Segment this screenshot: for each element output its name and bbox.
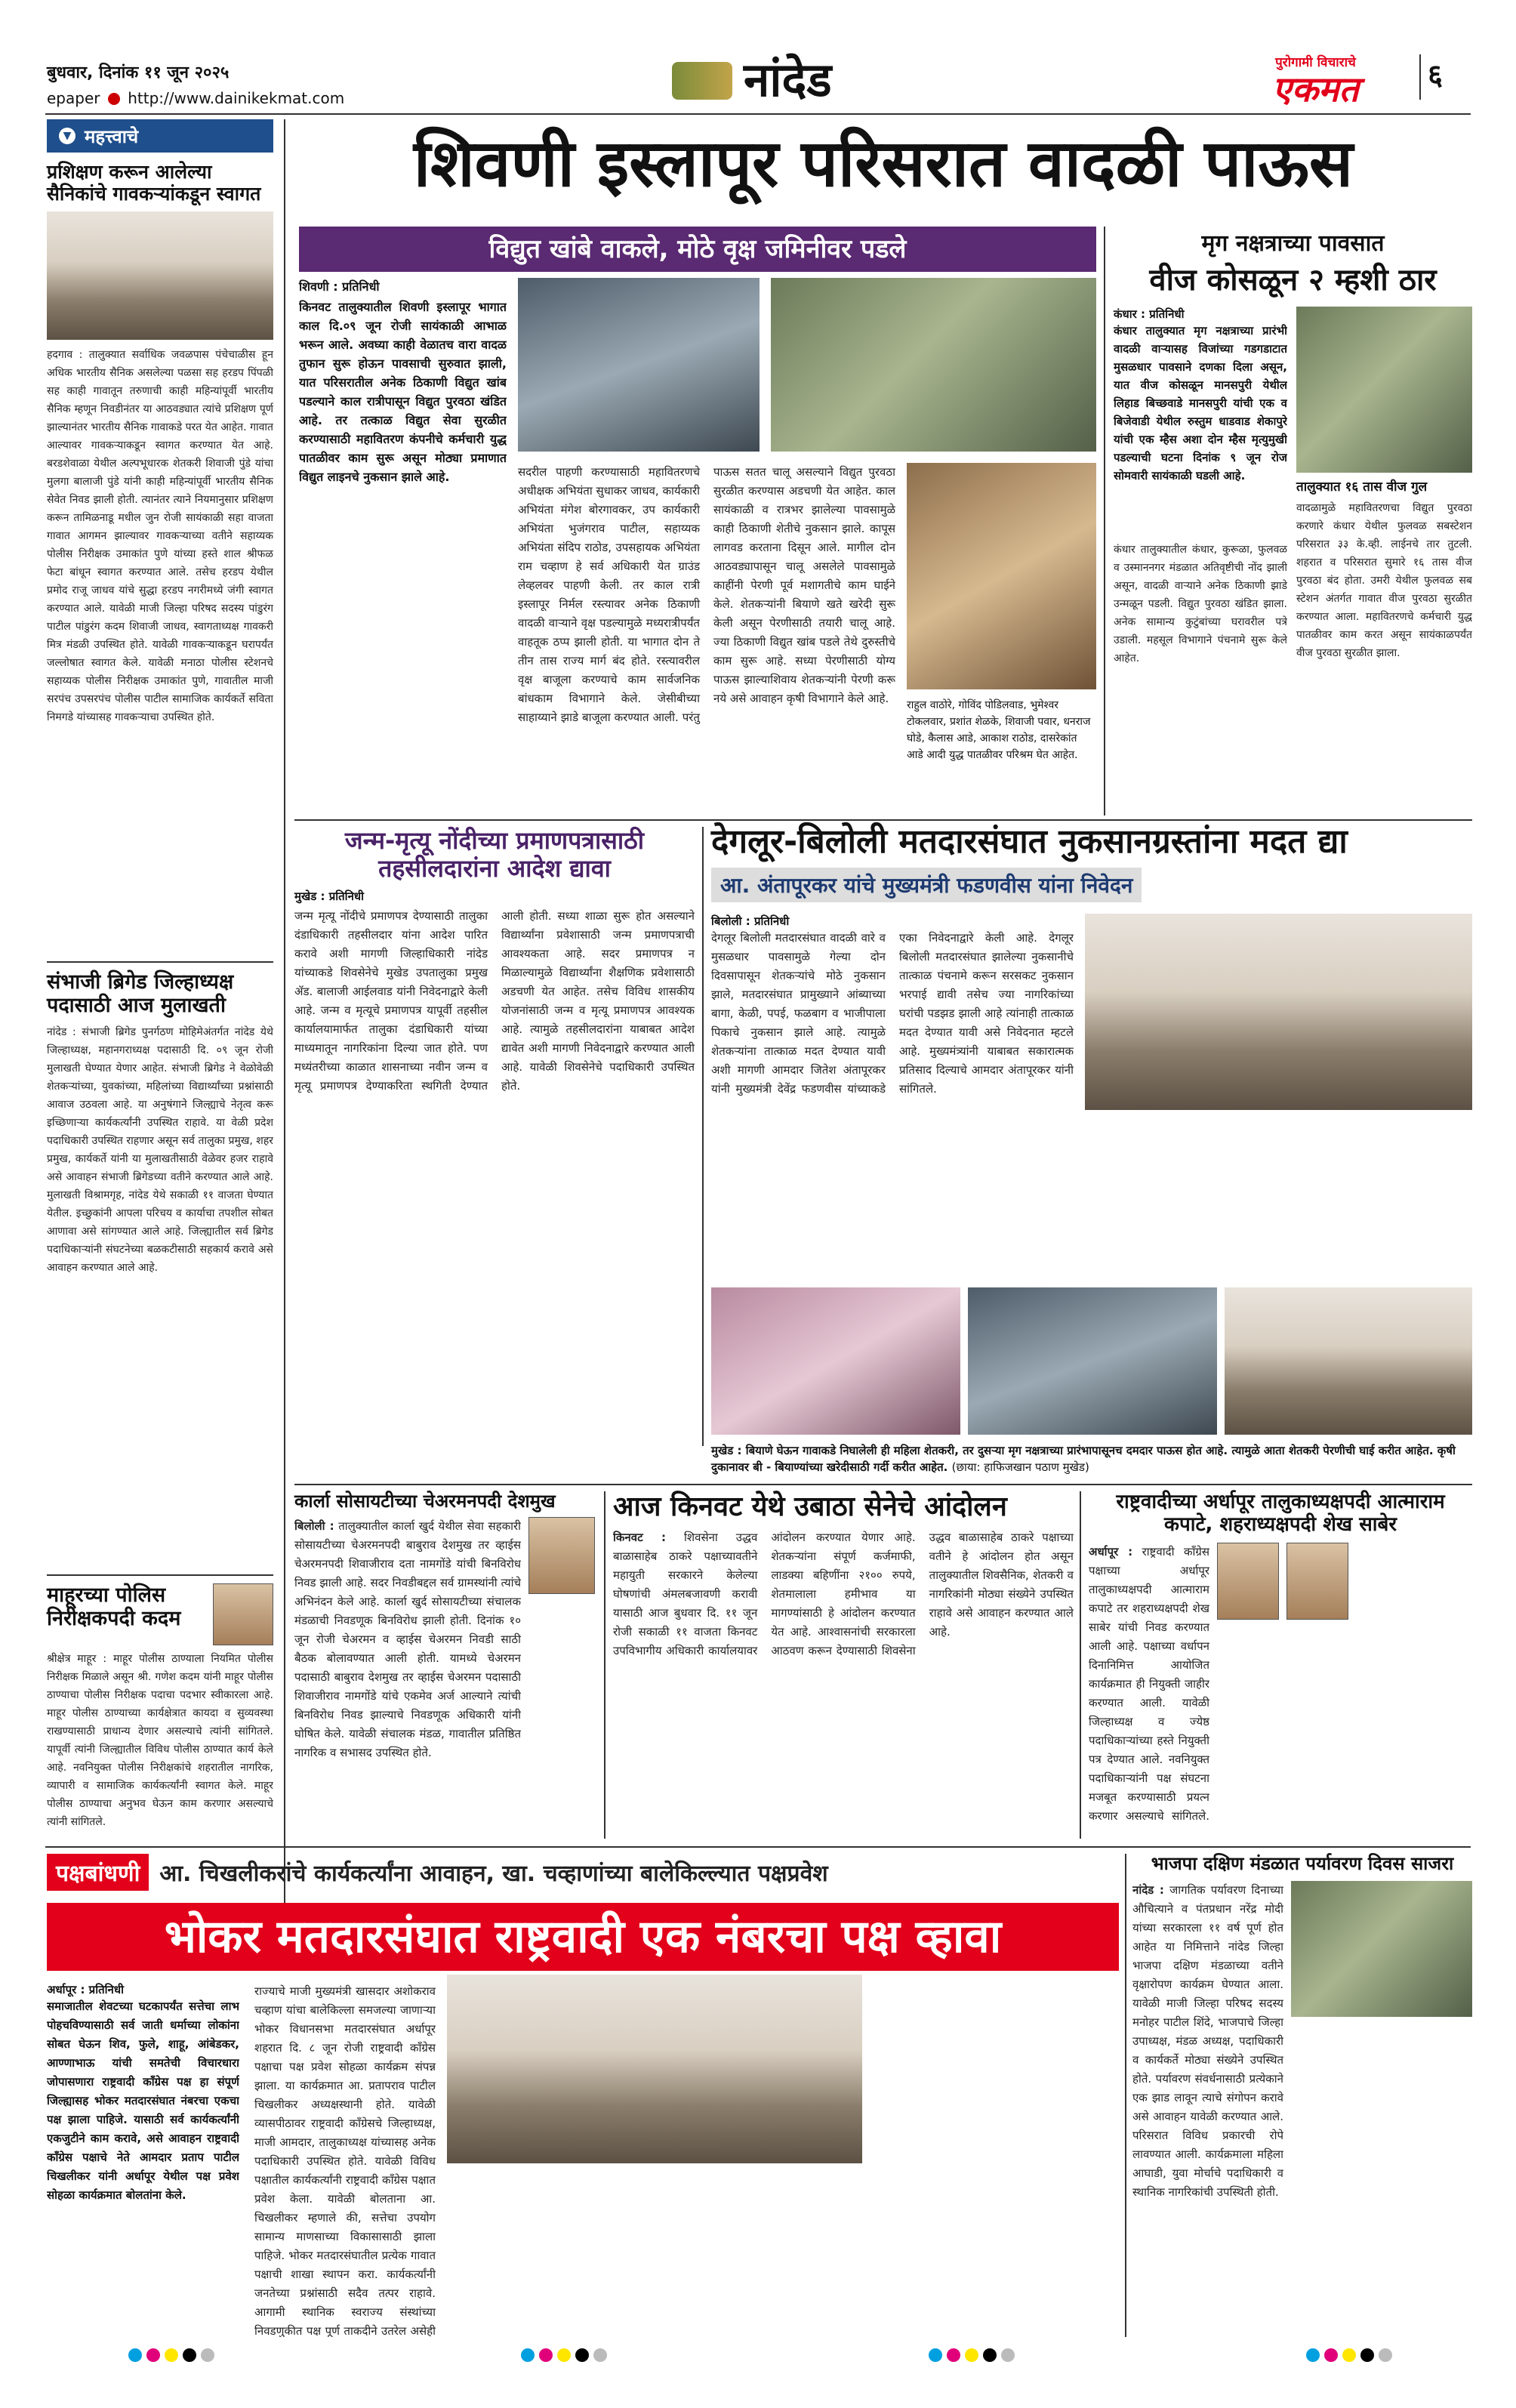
bottom-body-right [874,1975,1119,2337]
lead-photo-repair [907,463,1096,689]
janm-dateline: मुखेड : प्रतिनिधी [294,889,364,903]
karla-block [294,1491,596,1839]
janm-block [294,827,695,1454]
lead-dateline: शिवणी : प्रतिनिधी [299,279,380,294]
sidebar-story1-body: हदगाव : तालुक्यात सर्वाधिक जवळपास पंचेचाळीस हून अधिक भारतीय सैनिक असलेल्या पळसा सह हरडप पिंपळी सह काही गावातून तरुणाची काही महिन्यांपूर्वी भारतीय सैनिक म्हणून निवडीनंतर या आठवड्यात त्यांचे प्रशिक्षण पूर्ण झाल्यानंतर भारतीय सैनिक गावाकडे परत येत आहेत. गावात आल्यावर गावकऱ्याकडून स्वागत करण्यात येत आहे. बरडशेवाळा येथील अल्पभूधारक शेतकरी शिवाजी पुंडे यांचा मुलगा बालाजी पुंडे यांनी काही महिन्यांपूर्वी भारतीय सैनिक सेवेत निवड झाली होती. त्यानंतर त्याने नियमानुसार प्रशिक्षण करून तामिळनाडू मधील जुन रोजी सायंकाळी सहा वाजता गावात आगमन झाल्यावर गावकऱ्याच्या वतीने सहाय्यक पोलीस निरीक्षक उमाकांत पुणे यांच्या हस्ते शाल श्रीफळ फेटा बांधून स्वागत करण्यात आले. तसेच हरडप येथील प्रमोद राजू जाधव यांचे सुद्धा हरडप नगरीमध्ये जंगी स्वागत करण्यात आले. यावेळी माजी जिल्हा परिषद सदस्य पांडुरंग पाटील पांडुरंग कदम शिवाजी जाधव, स्वागताध्यक्ष गावकरी मित्र मंडळी उपस्थित होते. यावेळी गावकऱ्याकडून घरापर्यंत जल्लोषात स्वागत केले. यावेळी मनाठा पोलीस स्टेशनचे सहाय्यक पोलीस निरीक्षक उमाकांत पुणे, गावातील माजी सरपंच उपसरपंच पोलीस पाटील सामाजिक कार्यकर्ते सविता निमगडे यांच्यासह गावकऱ्याचा उपस्थित होते. [47,348,273,723]
karla-body: तालुक्यातील कार्ला खुर्द येथील सेवा सहकारी सोसायटीच्या चेअरमनपदी बाबुराव देशमुख तर व्हाईस चेअरमनपदी शिवाजीराव दता नामगोंडे यांची बिनविरोध निवड झाली आहे. सदर निवडीबद्दल सर्व ग्रामस्थांनी त्यांचे अभिनंदन केले आहे. कार्ला खुर्द सोसायटीच्या संचालक मंडळाची निवडणूक बिनविरोध झाली होती. दिनांक १० जून रोजी चेअरमन व व्हाईस चेअरमन निवडी साठी बैठक बोलावण्यात आली होती. यामध्ये चेअरमन पदासाठी बाबुराव देशमुख तर व्हाईस चेअरमन पदासाठी शिवाजीराव नामगोंडे यांचे एकमेव अर्ज आल्याने त्यांची बिनविरोध निवड झाल्याचे निवडणूक अधिकारी यांनी घोषित केले. यावेळी संचालक मंडळ, गावातील प्रतिष्ठित नागरिक व सभासद उपस्थित होते. [294,1518,521,1759]
kinvat-block [613,1491,1074,1839]
kinvat-divider [1080,1491,1081,1839]
ncp-portrait-2 [1286,1543,1348,1620]
bottom-story [47,1982,1119,2337]
mrug-body2: वादळामुळे महावितरणचा विद्युत पुरवठा करणारे कंधार येथील फुलवळ सबस्टेशन परिसरात ३३ के.व्ही. लाईनचे तार तुटली. शहरात व परिसरात सुमारे १६ तास वीज पुरवठा बंद होता. उमरी येथील फुलवळ सब स्टेशन अंतर्गत गावात वीज पुरवठा सुरळीत करण्यात आला. महावितरणचे कर्मचारी युद्ध पातळीवर काम करत असून सायंकाळपर्यंत वीज पुरवठा सुरळीत झाला. [1296,502,1472,659]
date-line: बुधवार, दिनांक ११ जून २०२५ [47,63,230,82]
bjp-block [1132,1854,1472,2337]
deglur-block [711,823,1472,1450]
bottom-headline: भोकर मतदारसंघात राष्ट्रवादी एक नंबरचा पक्ष व्हावा [47,1903,1119,1971]
bjp-dateline: नांदेड : [1132,1882,1164,1897]
mrug-headline: वीज कोसळून २ म्हशी ठार [1149,263,1437,298]
deglur-photo-farmer [711,1287,960,1435]
mrug-photo-caption: तालुक्यात १६ तास वीज गुल [1296,479,1428,495]
kinvat-text [613,1528,1074,1830]
bjp-headline: भाजपा दक्षिण मंडळात पर्यावरण दिवस साजरा [1151,1853,1454,1874]
sidebar-story3-headline: माहूरच्या पोलिस निरीक्षकपदी कदम [47,1583,181,1630]
page-number: ६ [1419,54,1450,100]
epaper-url[interactable]: http://www.dainikekmat.com [128,89,345,107]
sidebar-story1-photo [47,211,273,340]
globe-icon [108,93,120,105]
sidebar-story3-body: श्रीक्षेत्र माहूर : माहूर पोलीस ठाण्याला नियमित पोलीस निरीक्षक मिळाले असून श्री. गणेश कदम यांनी माहूर पोलीस ठाण्याचा पोलीस निरीक्षक पदाचा पदभार स्वीकारला आहे. माहूर पोलीस ठाण्याच्या कार्यक्षेत्रात कायदा व सुव्यवस्था राखण्यासाठी प्राधान्य देणार असल्याचे त्यांनी सांगितले. यापूर्वी त्यांनी जिल्ह्यातील विविध पोलीस ठाण्यात कार्य केले आहे. नवनियुक्त पोलीस निरीक्षकांचे शहरातील नागरिक, व्यापारी व सामाजिक कार्यकर्त्यांनी स्वागत केले. माहूर पोलीस ठाण्याचा अनुभव घेऊन काम करणार असल्याचे त्यांनी सांगितले. [47,1652,273,1828]
deglur-photo-meeting [1085,914,1472,1110]
sidebar-section-label: ▼ महत्त्वाचे [47,119,273,153]
karla-headline: कार्ला सोसायटीच्या चेअरमनपदी देशमुख [294,1491,556,1512]
ncp-portrait-1 [1217,1543,1279,1620]
karla-divider [604,1491,605,1839]
sidebar-divider [284,119,285,1947]
paper-tagline: पुरोगामी विचाराचे [1275,55,1356,70]
deglur-dateline: बिलोली : प्रतिनिधी [711,914,790,928]
mrug-intro: कंधार तालुक्यात मृग नक्षत्राच्या प्रारंभी वादळी वाऱ्यासह विजांच्या गडगडाटात मुसळधार पावसाने दणका दिला असून, यात वीज कोसळून मानसपुरी येथील लिहाड बिच्छवाडे मानसपुरी यांची एक व बिजेवाडी येथील रुस्तुम धाडवाड शेकापुरे यांची एक म्हैस अशा दोन म्हैस मृत्युमुखी पडल्याची घटना दिनांक ९ जून रोज सोमवारी सायंकाळी घडली आहे. [1114,324,1287,483]
banner-text: आ. चिखलीकरांचे कार्यकर्त्यांना आवाहन, खा. चव्हाणांच्या बालेकिल्ल्यात पक्षप्रवेश [159,1860,828,1887]
ncp-body-continued [1356,1543,1469,1822]
kinvat-body: शिवसेना उद्धव बाळासाहेब ठाकरे पक्षाच्यावतीने महायुती सरकारने केलेल्या घोषणांची अंमलबजावणी करावी यासाठी आज बुधवार दि. ११ जून रोजी सकाळी ११ वाजता किनवट उपविभागीय अधिकारी कार्यालयावर आंदोलन करण्यात येणार आहे. शेतकऱ्यांना संपूर्ण कर्जमाफी, लाडक्या बहिणींना २१०० रुपये, शेतमालाला हमीभाव या मागण्यांसाठी हे आंदोलन करण्यात येत आहे. आश्वासनांची सरकारला आठवण करून देण्यासाठी शिवसेना उद्धव बाळासाहेब ठाकरे पक्षाच्या वतीने हे आंदोलन होत असून तालुक्यातील शिवसैनिक, शेतकरी व नागरिकांनी मोठ्या संख्येने उपस्थित राहावे असे आवाहन करण्यात आले आहे. [613,1531,1074,1658]
lead-photo-field [771,278,1096,452]
bottom-intro: समाजातील शेवटच्या घटकापर्यंत सत्तेचा लाभ पोहचविण्यासाठी सर्व जाती धर्माच्या लोकांना सोबत घेऊन शिव, फुले, शाहू, आंबेडकर, आण्णाभाऊ यांची समतेची विचारधारा जोपासणारा राष्ट्रवादी काँग्रेस पक्ष हा संपूर्ण जिल्ह्यासह भोकर मतदारसंघात नंबरचा एकचा पक्ष झाला पाहिजे. यासाठी सर्व कार्यकर्त्यांनी एकजुटीने काम करावे, असे आवाहन राष्ट्रवादी काँग्रेस पक्षाचे नेते आमदार प्रताप पाटील चिखलीकर यांनी अर्धापूर येथील पक्ष प्रवेश सोहळा कार्यक्रमात बोलतांना केले. [47,1999,239,2202]
sidebar-story1-headline: प्रशिक्षण करून आलेल्या सैनिकांचे गावकऱ्यांकडून स्वागत [47,161,261,205]
kinvat-dateline: किनवट : [613,1531,667,1545]
epaper-line[interactable] [47,89,344,107]
bottom-photo-stage [447,1975,862,2163]
janm-body: जन्म मृत्यू नोंदीचे प्रमाणपत्र देण्यासाठी तालुका दंडाधिकारी तहसीलदार यांना आदेश पारित करावे अशी मागणी जिल्हाधिकारी नांदेड यांच्याकडे शिवसेनेचे मुखेड उपतालुका प्रमुख ॲड. बालाजी आईलवाड यांनी निवेदनाद्वारे केली आहे. जन्म व मृत्यूचे प्रमाणपत्र यापूर्वी तहसील कार्यालयामार्फत तालुका दंडाधिकारी यांच्या माध्यमातून नागरिकांना दिल्या जात होते. पण मध्यंतरीच्या काळात शासनाच्या नवीन जन्म व मृत्यू प्रमाणपत्र देण्याकरिता स्थगिती देण्यात आली होती. सध्या शाळा सुरू होत असल्याने विद्यार्थ्यांना प्रवेशासाठी जन्म प्रमाणपत्राची आवश्यकता आहे. सदर प्रमाणपत्र न मिळाल्यामुळे विद्यार्थ्यांना शैक्षणिक प्रवेशासाठी अडचणी येत आहेत. तसेच विविध शासकीय योजनांसाठी जन्म व मृत्यू प्रमाणपत्र आवश्यक आहे. त्यामुळे तहसीलदारांना याबाबत आदेश द्यावेत अशी मागणी निवेदनाद्वारे करण्यात आली आहे. यावेळी शिवसेनेचे पदाधिकारी उपस्थित होते. [294,908,695,1093]
karla-dateline: बिलोली : [294,1518,334,1533]
banner-label: पक्षबांधणी [47,1854,149,1891]
lead-body: सदरील पाहणी करण्यासाठी महावितरणचे अधीक्षक अभियंता सुधाकर जाधव, कार्यकारी अभियंता मंगेश बोरगावकर, उप कार्यकारी अभियंता भुजंगराव पाटील, सहाय्यक अभियंता संदिप राठोड, उपसहायक अभियंता राम चव्हाण हे सर्व अधिकारी येत ग्राउंड लेव्हलवर पाहणी केली. तर काल रात्री इस्लापूर निर्मल रस्त्यावर अनेक ठिकाणी वादळी वाऱ्याने वृक्ष पडल्यामुळे मध्यरात्रीपर्यंत वाहतूक ठप्प झाली होती. या भागात दोन ते तीन तास राज्य मार्ग बंद होते. रस्त्यावरील वृक्ष बाजूला करण्याचे काम सार्वजनिक बांधकाम विभागाने केले. जेसीबीच्या साहाय्याने झाडे बाजूला करण्यात आली. परंतु पाऊस सतत चालू असल्याने विद्युत पुरवठा सुरळीत करण्यास अडचणी येत आहेत. काल सायंकाळी व रात्रभर झालेल्या पावसामुळे काही ठिकाणी शेतीचे नुकसान झाले. कापूस लागवड करताना दिसून आले. मागील दोन आठवड्यापासून चालू असलेले पावसामुळे काहींनी पेरणी पूर्व मशागतीचे काम घाईने केले. शेतकऱ्यांनी बियाणे खते खरेदी सुरू केली असून पेरणीसाठी तयारी चालू आहे. ज्या ठिकाणी विद्युत खांब पडले तेथे दुरुस्तीचे काम सुरू आहे. सध्या पेरणीसाठी योग्य पाऊस झाल्याशिवाय शेतकऱ्यांनी पेरणी करू नये असे आवाहन कृषी विभागाने केले आहे. [518,465,895,724]
bottom-banner [47,1854,1119,1890]
bottom-rule [45,1846,1471,1848]
bottom-dateline: अर्धापूर : प्रतिनिधी [47,1983,124,1996]
registration-marks-left [128,2348,219,2365]
deglur-photo-road [968,1287,1217,1435]
deglur-photo-credit: (छाया: हाफिजखान पठाण मुखेड) [951,1460,1089,1474]
ncp-headline: राष्ट्रवादीच्या अर्धापूर तालुकाध्यक्षपदी आत्माराम कपाटे, शहराध्यक्षपदी शेख साबेर [1116,1491,1445,1536]
sidebar-story2-body: नांदेड : संभाजी ब्रिगेड पुनर्गठण मोहिमेअंतर्गत नांदेड येथे जिल्हाध्यक्ष, महानगराध्यक्ष पदासाठी दि. ०९ जून रोजी मुलाखती घेण्यात येणार आहेत. संभाजी ब्रिगेड ने वेळोवेळी शेतकऱ्यांच्या, युवकांच्या, महिलांच्या विद्यार्थ्यांच्या प्रश्नांसाठी आवाज उठवला आहे. या अनुषंगाने जिल्ह्याचे नेतृत्व करू इच्छिणाऱ्या कार्यकर्त्यांनी उपस्थित राहावे. या वेळी प्रदेश पदाधिकारी उपस्थित राहणार असून सर्व तालुका प्रमुख, शहर प्रमुख, कार्यकर्ते यांनी या मुलाखतीसाठी वेळेवर हजर राहावे असे आवाहन संभाजी ब्रिगेडच्या वतीने करण्यात आले आहे. मुलाखती विश्रामगृह, नांदेड येथे सकाळी ११ वाजता घेण्यात येतील. इच्छुकांनी आपला परिचय व कार्याचा तपशील सोबत आणावा असे सांगण्यात आले आहे. जिल्ह्यातील सर्व ब्रिगेड पदाधिकाऱ्यांनी संघटनेच्या बळकटीसाठी सहकार्य करावे असे आवाहन करण्यात आले आहे. [47,1025,273,1274]
bottom-body-continued [447,2175,862,2337]
sidebar [47,119,273,1932]
paper-name: एकमत [1272,69,1359,109]
lead-photo-electric-pole [518,278,760,452]
lead-photo-caption: राहुल वाठोरे, गोविंद पोडिलवाड, भुमेश्वर टोकलवार, प्रशांत शेळके, शिवाजी पवार, धनराज घोडे, कैलास आडे, आकाश राठोड, दासरेकांत आडे आदी युद्ध पातळीवर परिश्रम घेत आहेत. [907,699,1091,761]
mrug-photo-buffalo [1296,307,1472,473]
mid-rule-2 [294,1484,1472,1485]
deglur-subheadline: आ. अंतापूरकर यांचे मुख्यमंत्री फडणवीस यांना निवेदन [711,868,1142,902]
paper-logo [1231,53,1400,112]
bjp-divider [1125,1854,1126,2337]
bjp-body: जागतिक पर्यावरण दिनाच्या औचित्याने व पंतप्रधान नरेंद्र मोदी यांच्या सरकारला ११ वर्ष पूर्ण होत आहेत या निमित्ताने नांदेड जिल्हा भाजपा दक्षिण मंडळाच्या वतीने वृक्षारोपण कार्यक्रम घेण्यात आला. यावेळी माजी जिल्हा परिषद सदस्य मनोहर पाटील शिंदे, भाजपाचे जिल्हा उपाध्यक्ष, मंडळ अध्यक्ष, पदाधिकारी व कार्यकर्ते मोठ्या संख्येने उपस्थित होते. पर्यावरण संवर्धनासाठी प्रत्येकाने एक झाड लावून त्याचे संगोपन करावे असे आवाहन यावेळी करण्यात आले. परिसरात विविध प्रकारची रोपे लावण्यात आली. कार्यक्रमाला महिला आघाडी, युवा मोर्चाचे पदाधिकारी व स्थानिक नागरिकांची उपस्थिती होती. [1132,1882,1283,2199]
mrug-block [1114,227,1472,816]
registration-marks-right [929,2348,1019,2365]
bottom-body: राज्याचे माजी मुख्यमंत्री खासदार अशोकराव चव्हाण यांचा बालेकिल्ला समजल्या जाणाऱ्या भोकर विधानसभा मतदारसंघात अर्धापूर शहरात दि. ८ जून रोजी राष्ट्रवादी काँग्रेस पक्षाचा पक्ष प्रवेश सोहळा कार्यक्रम संपन्न झाला. या कार्यक्रमात आ. प्रतापराव पाटील चिखलीकर अध्यक्षस्थानी होते. यावेळी व्यासपीठावर राष्ट्रवादी काँग्रेसचे जिल्हाध्यक्ष, माजी आमदार, तालुकाध्यक्ष यांच्यासह अनेक पदाधिकारी उपस्थित होते. यावेळी विविध पक्षातील कार्यकर्त्यांनी राष्ट्रवादी काँग्रेस पक्षात प्रवेश केला. यावेळी बोलताना आ. चिखलीकर म्हणाले की, सत्तेचा उपयोग सामान्य माणसाच्या विकासासाठी झाला पाहिजे. भोकर मतदारसंघातील प्रत्येक गावात पक्षाची शाखा स्थापन करा. कार्यकर्त्यांनी जनतेच्या प्रश्नांसाठी सदैव तत्पर राहावे. आगामी स्थानिक स्वराज्य संस्थांच्या निवडणुकीत पक्ष पूर्ण ताकदीने उतरेल असेही [254,1984,436,2337]
bjp-body-continued [1291,2023,1472,2325]
ncp-block [1089,1491,1472,1839]
registration-marks-center [521,2348,612,2365]
deglur-body: देगलूर बिलोली मतदारसंघात वादळी वारे व मुसळधार पावसामुळे गेल्या दोन दिवसापासून शेतकऱ्यांचे मोठे नुकसान झाले, मतदारसंघात प्रामुख्याने आंब्याच्या बागा, केळी, पपई, फळबाग व भाजीपाला पिकाचे नुकसान झाले आहे. त्यामुळे शेतकऱ्यांना तात्काळ मदत देण्यात यावी अशी मागणी आमदार जितेश अंतापूरकर यांनी मुख्यमंत्री देवेंद्र फडणवीस यांच्याकडे एका निवेदनाद्वारे केली आहे. देगलूर बिलोली मतदारसंघात झालेल्या नुकसानीचे तात्काळ पंचनामे करून सरसकट नुकसान भरपाई द्यावी तसेच ज्या नागरिकांच्या घरांची पडझड झाली आहे त्यांनाही तात्काळ मदत देण्यात यावी असे निवेदनात म्हटले आहे. मुख्यमंत्र्यांनी याबाबत सकारात्मक प्रतिसाद दिल्याचे आमदार अंतापूरकर यांनी सांगितले. [711,931,1074,1096]
deglur-headline: देगलूर-बिलोली मतदारसंघात नुकसानग्रस्तांना मदत द्या [711,822,1348,861]
masthead-rule [45,113,1471,115]
ncp-body: राष्ट्रवादी काँग्रेस पक्षाच्या अर्धापूर तालुकाध्यक्षपदी आत्माराम कपाटे तर शहराध्यक्षपदी शेख साबेर यांची निवड करण्यात आली आहे. पक्षाच्या वर्धापन दिनानिमित्त आयोजित कार्यक्रमात ही नियुक्ती जाहीर करण्यात आली. यावेळी जिल्हाध्यक्ष व ज्येष्ठ पदाधिकाऱ्यांच्या हस्ते नियुक्ती पत्र देण्यात आले. नवनियुक्त पदाधिकाऱ्यांनी पक्ष संघटना मजबूत करण्यासाठी प्रयत्न करणार असल्याचे सांगितले. [1089,1544,1209,1822]
sidebar-story3-portrait [213,1583,273,1645]
chevron-down-icon: ▼ [59,128,75,144]
bjp-photo-plantation [1291,1881,1472,2017]
lead-subheadline: विद्युत खांबे वाकले, मोठे वृक्ष जमिनीवर पडले [299,227,1096,272]
karla-portrait [528,1517,595,1594]
lead-intro: किनवट तालुक्यातील शिवणी इस्लापूर भागात काल दि.०९ जून रोजी सायंकाळी आभाळ भरून आले. अवघ्या काही वेळातच वारा वादळ तुफान सुरू होऊन पावसाची सुरुवात झाली, यात परिसरातील अनेक ठिकाणी विद्युत खांब पडल्याने काल रात्रीपासून विद्युत पुरवठा खंडित आहे. तर तत्काळ विद्युत सेवा सुरळीत करण्यासाठी महावितरण कंपनीचे कर्मचारी युद्ध पातळीवर काम सुरू असून मोठ्या प्रमाणात विद्युत लाइनचे नुकसान झाले आहे. [299,300,507,484]
masthead [0,0,1516,113]
lead-headline: शिवणी इस्लापूर परिसरात वादळी पाऊस [413,125,1354,202]
mrug-divider [1104,227,1105,816]
mrug-body: कंधार तालुक्यातील कंधार, कुरूळा, फुलवळ व उस्माननगर मंडळात अतिवृष्टीची नोंद झाली असून, वादळी वाऱ्याने अनेक ठिकाणी झाडे उन्मळून पडली. विद्युत पुरवठा खंडित झाला. अनेक सामान्य कुटुंबांच्या घरावरील पत्रे उडाली. महसूल विभागाने पंचनामे सुरू केले आहेत. [1114,544,1287,664]
mid-rule-1 [294,819,1472,821]
mrug-kicker: मृग नक्षत्राच्या पावसात [1201,230,1385,257]
sidebar-story2-headline: संभाजी ब्रिगेड जिल्हाध्यक्ष पदासाठी आज मुलाखती [47,970,234,1017]
janm-divider [702,827,704,1446]
ncp-dateline: अर्धापूर : [1089,1544,1133,1559]
kinvat-headline: आज किनवट येथे उबाठा सेनेचे आंदोलन [613,1491,1007,1522]
city-logo-ornament [672,62,732,100]
epaper-label: epaper [47,89,100,107]
mrug-dateline: कंधार : प्रतिनिधी [1114,307,1185,321]
city-name: नांदेड [744,52,832,107]
deglur-photo-caption: मुखेड : बियाणे घेऊन गावाकडे निघालेली ही महिला शेतकरी, तर दुसऱ्या मृग नक्षत्राच्या प्रारंभापासूनच दमदार पाऊस होत आहे. त्यामुळे आता शेतकरी पेरणीची घाई करीत आहेत. कृषी दुकानावर बी - बियाण्यांच्या खरेदीसाठी गर्दी करीत आहेत. (छाया: हाफिजखान पठाण मुखेड) [711,1444,1456,1474]
registration-marks-far-right [1306,2348,1397,2365]
deglur-body-continued [1085,1118,1472,1276]
deglur-photo-shop [1225,1287,1472,1435]
lead-text-block [299,278,1096,806]
janm-headline: जन्म-मृत्यू नोंदीच्या प्रमाणपत्रासाठी तहसीलदारांना आदेश द्यावा [344,826,645,883]
